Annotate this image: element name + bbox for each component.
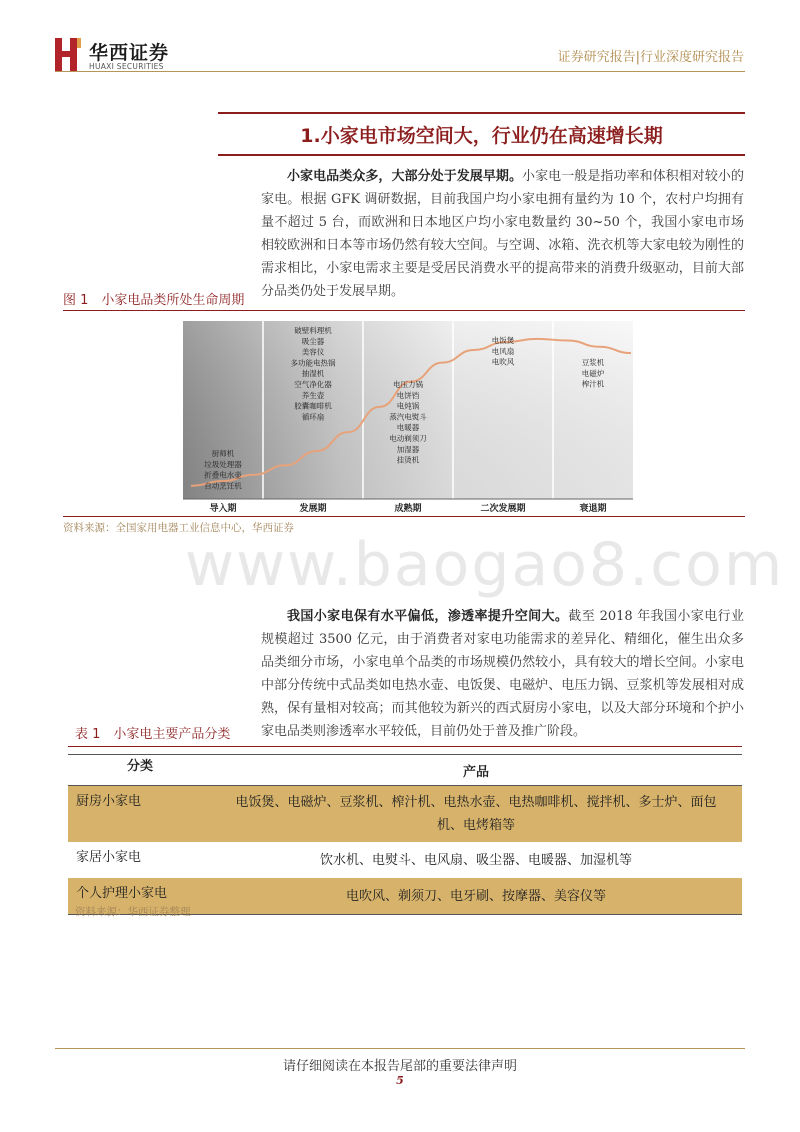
stage-item-label: 电炖锅 — [396, 401, 420, 411]
watermark: www.baogao8.com — [185, 530, 785, 600]
stage-item-label: 电压力锅 — [393, 380, 423, 389]
figure-source: 资料来源：全国家用电器工业信息中心，华西证券 — [63, 522, 294, 534]
stage-label: 衰退期 — [579, 504, 607, 514]
header-products: 产品 — [210, 755, 742, 786]
stage-item-label: 挂烫机 — [396, 455, 420, 465]
stage-item-label: 厨师机 — [211, 449, 235, 458]
stage-item-label: 电吹风 — [491, 357, 515, 367]
footer-divider — [55, 1048, 745, 1049]
stage-item-label: 折叠电水壶 — [204, 470, 242, 480]
table-caption-rule — [68, 746, 742, 747]
stage-item-label: 电动剃须刀 — [389, 434, 427, 443]
stage-label: 二次发展期 — [480, 504, 526, 514]
stage-label: 导入期 — [209, 504, 237, 514]
intro-body-text: 小家电一般是指功率和体积相对较小的家电。根据 GFK 调研数据，目前我国户均小家电拥有量约为 10 个，农村户均拥有量不超过 5 台，而欧洲和日本地区户均小家电数量约 30~50 个，我国小家电市场相较欧洲和日本等市场仍然有较大空间。与空调、冰箱、洗衣机等大家电较为刚性的需求相比，小家电需求主要是受居民消费水平的提高带来的消费升级驱动，目前大部分品类仍处于发展早期。 — [261, 169, 744, 299]
stage-item-label: 破壁料理机 — [294, 326, 332, 335]
table-header-row — [68, 755, 742, 786]
stage-item-label: 电暖器 — [396, 423, 420, 433]
row-products: 电吹风、剃须刀、电牙刷、按摩器、美容仪等 — [210, 878, 742, 915]
penetration-paragraph — [261, 605, 744, 743]
figure-caption: 图 1 小家电品类所处生命周期 — [63, 293, 245, 308]
lifecycle-chart — [183, 321, 633, 515]
stage-item-label: 垃圾处理器 — [204, 459, 242, 469]
logo-name-cn: 华西证券 — [89, 42, 170, 64]
stage-item-label: 吸尘器 — [301, 336, 325, 346]
stage-item-label: 空气净化器 — [294, 380, 332, 389]
stage-item-label: 多功能电热锅 — [290, 358, 336, 368]
penetration-body-text: 截至 2018 年我国小家电行业规模超过 3500 亿元，由于消费者对家电功能需求的差异化、精细化，催生出众多品类细分市场，小家电单个品类的市场规模仍然较小，具有较大的增长空间。小家电中部分传统中式品类如电热水壶、电饭煲、电磁炉、电压力锅、豆浆机等发展相对成熟，保有量相对较高；而其他较为新兴的西式厨房小家电，以及大部分环境和个护小家电品类则渗透率水平较低，目前仍处于普及推广阶段。 — [261, 609, 744, 739]
row-category: 厨房小家电 — [68, 786, 210, 843]
stage-item-label: 电饭煲 — [491, 336, 515, 345]
table-row — [68, 786, 742, 843]
stage-item-label: 蒸汽电熨斗 — [389, 412, 427, 422]
stage-item-label: 电饼铛 — [396, 390, 420, 400]
stage-item-label: 加湿器 — [396, 444, 420, 454]
stage-item-label: 抽湿机 — [301, 369, 325, 379]
row-products: 电饭煲、电磁炉、豆浆机、榨汁机、电热水壶、电热咖啡机、搅拌机、多士炉、面包机、电烤箱等 — [210, 786, 742, 843]
stage-label: 发展期 — [299, 504, 327, 514]
company-logo — [55, 38, 215, 72]
stage-item-label: 电磁炉 — [581, 368, 605, 378]
stage-item-label: 胶囊咖啡机 — [294, 401, 332, 411]
row-category: 个人护理小家电 — [68, 878, 210, 915]
stage-item-label: 养生壶 — [301, 390, 325, 400]
header-category: 分类 — [68, 755, 210, 786]
stage-item-label: 循环扇 — [301, 412, 325, 422]
table-caption: 表 1 小家电主要产品分类 — [75, 727, 231, 742]
legal-notice: 请仔细阅读在本报告尾部的重要法律声明 — [282, 1059, 517, 1074]
page-number: 5 — [396, 1074, 404, 1087]
stage-item-label: 豆浆机 — [581, 358, 605, 367]
stage-item-label: 电风扇 — [491, 346, 515, 356]
table-row — [68, 842, 742, 878]
stage-item-label: 美容仪 — [301, 347, 325, 357]
header-divider — [55, 71, 745, 72]
intro-paragraph — [261, 165, 744, 303]
table-source: 资料来源：华西证券整理 — [75, 906, 191, 918]
section-heading: 1.小家电市场空间大，行业仍在高速增长期 — [218, 112, 745, 156]
figure-top-rule — [63, 310, 745, 311]
report-type-label: 证券研究报告|行业深度研究报告 — [557, 50, 744, 65]
penetration-lead-sentence: 我国小家电保有水平偏低，渗透率提升空间大。 — [287, 609, 569, 624]
product-category-table — [68, 754, 742, 915]
figure-bottom-rule — [63, 516, 745, 517]
row-category: 家居小家电 — [76, 850, 142, 865]
intro-lead-sentence: 小家电品类众多，大部分处于发展早期。 — [287, 169, 523, 184]
stage-label: 成熟期 — [394, 504, 422, 514]
stage-item-label: 榨汁机 — [581, 379, 605, 389]
logo-name-en: HUAXI SECURITIES — [89, 62, 164, 71]
row-products: 饮水机、电熨斗、电风扇、吸尘器、电暖器、加湿机等 — [319, 852, 632, 868]
huaxi-logo-icon — [55, 38, 81, 72]
stage-item-label: 自动烹饪机 — [204, 481, 242, 491]
